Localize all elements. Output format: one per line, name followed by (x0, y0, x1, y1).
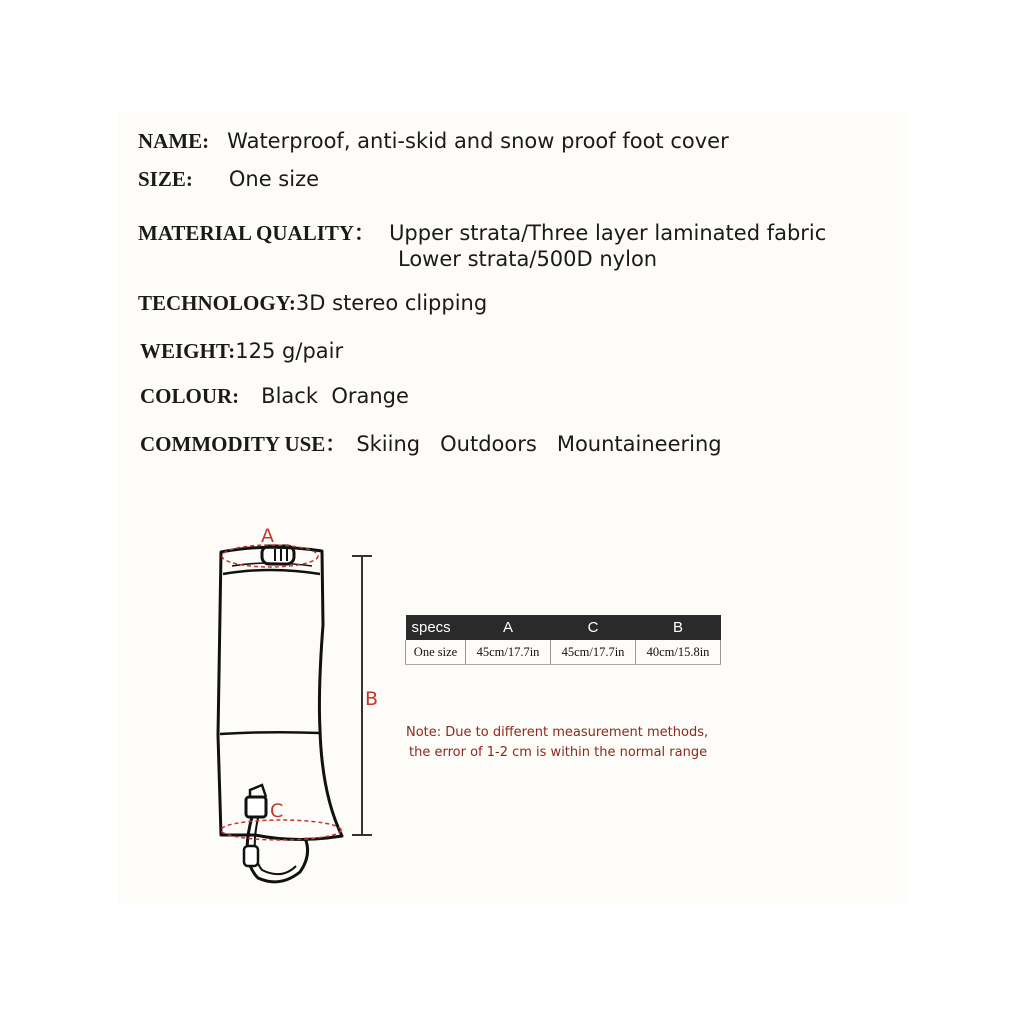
gaiter-outline (218, 547, 342, 839)
table-cell: 40cm/15.8in (636, 640, 721, 665)
gaiter-seam (220, 732, 320, 734)
spec-value: Skiing Outdoors Mountaineering (356, 432, 722, 456)
spec-label: TECHNOLOGY: (138, 291, 296, 315)
spec-value: 125 g/pair (235, 339, 344, 363)
spec-value: Black Orange (261, 384, 409, 408)
spec-label: COMMODITY USE： (140, 432, 347, 456)
label-c: C (270, 800, 284, 822)
size-table (405, 615, 721, 665)
spec-label: COLOUR: (140, 384, 240, 408)
lower-buckle (246, 797, 266, 817)
spec-label: MATERIAL QUALITY： (138, 221, 376, 245)
spec-value: Waterproof, anti-skid and snow proof foot cover (227, 129, 729, 153)
note-line-1: Note: Due to different measurement methods, (406, 725, 709, 740)
table-header-row (406, 615, 721, 640)
spec-label: SIZE: (138, 167, 193, 191)
spec-value: Upper strata/Three layer laminated fabric (389, 221, 827, 245)
label-a: A (261, 525, 274, 547)
spec-value: 3D stereo clipping (295, 291, 488, 315)
table-header: specs (406, 615, 466, 640)
table-header: C (551, 615, 636, 640)
spec-label: NAME: (138, 129, 210, 153)
table-header: B (636, 615, 721, 640)
table-cell: One size (406, 640, 466, 665)
table-cell: 45cm/17.7in (551, 640, 636, 665)
table-row (406, 640, 721, 665)
spec-label: WEIGHT: (140, 339, 236, 363)
table-cell: 45cm/17.7in (466, 640, 551, 665)
spec-value: One size (228, 167, 320, 191)
spec-value: Lower strata/500D nylon (398, 247, 658, 271)
table-header: A (466, 615, 551, 640)
label-b: B (365, 688, 379, 710)
gaiter-cuff (223, 570, 320, 574)
note-line-2: the error of 1-2 cm is within the normal range (409, 745, 708, 760)
